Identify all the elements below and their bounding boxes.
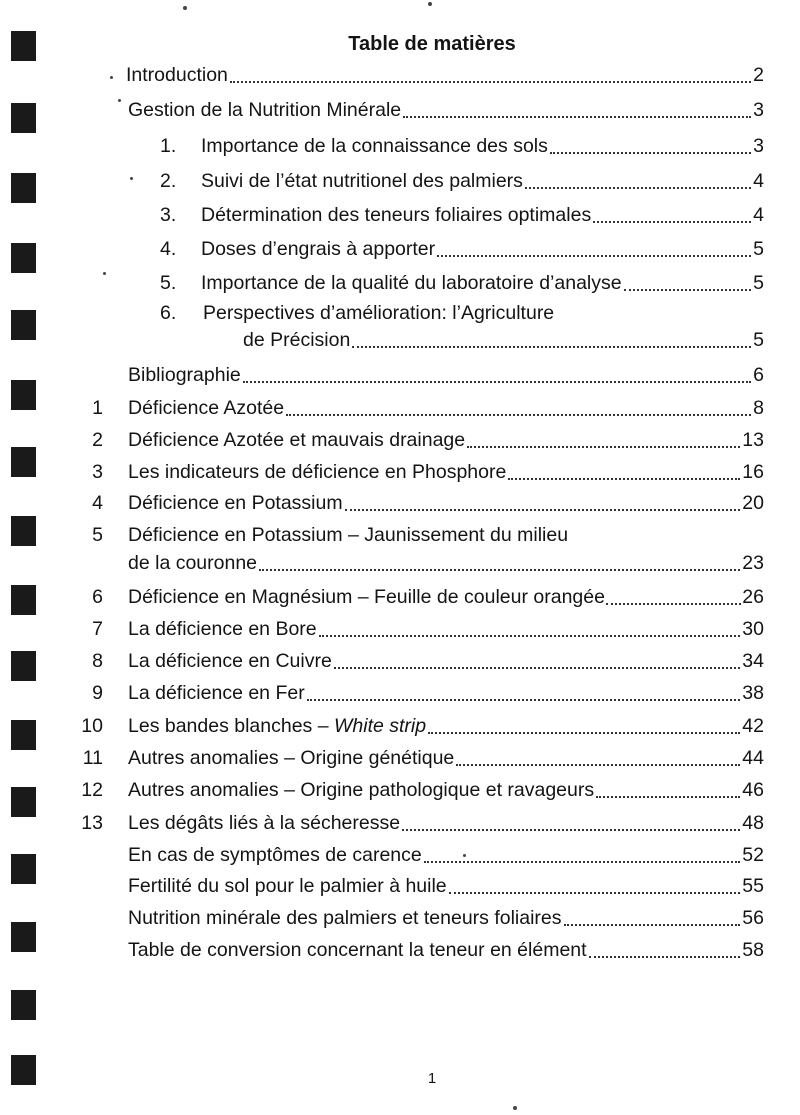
toc-entry-title: Les dégâts liés à la sécheresse	[128, 812, 401, 834]
toc-entry-page: 5	[753, 238, 764, 260]
toc-subentry	[0, 268, 800, 298]
toc-entry-line	[128, 935, 764, 965]
toc-entry-page: 4	[753, 204, 764, 226]
toc-entry	[0, 60, 800, 90]
toc-leader-dots	[550, 152, 751, 154]
toc-leader-dots	[307, 699, 741, 701]
toc-entry-page: 4	[753, 170, 764, 192]
toc-leader-dots	[403, 116, 751, 118]
toc-entry-title-continued: de Précision	[243, 329, 351, 351]
toc-entry-page: 3	[753, 135, 764, 157]
toc-chapter-number: 3	[92, 461, 103, 483]
toc-entry-title: Détermination des teneurs foliaires optimales	[201, 204, 592, 226]
toc-entry-title-part: Les bandes blanches –	[128, 715, 334, 737]
toc-entry-line	[201, 166, 764, 196]
toc-chapter	[0, 711, 800, 741]
toc-entry-page: 2	[753, 64, 764, 86]
toc-entry-title: En cas de symptômes de carence	[128, 844, 422, 866]
toc-entry-page: 26	[742, 586, 764, 608]
toc-entry-line	[201, 268, 764, 298]
toc-chapter-number: 7	[92, 618, 103, 640]
toc-entry-title: Doses d’engrais à apporter	[201, 238, 436, 260]
toc-leader-dots	[624, 289, 752, 291]
toc-chapter	[0, 488, 800, 518]
scan-speck	[183, 6, 187, 10]
toc-entry-line	[128, 95, 764, 125]
toc-entry-line	[128, 425, 764, 455]
binder-hole	[11, 990, 36, 1020]
toc-entry-line	[128, 775, 764, 805]
toc-entry-title: Les indicateurs de déficience en Phosphore	[128, 461, 507, 483]
toc-entry-page: 38	[742, 682, 764, 704]
toc-entry-title: Gestion de la Nutrition Minérale	[128, 99, 402, 121]
toc-leader-dots	[456, 764, 740, 766]
toc-entry-line	[128, 360, 764, 390]
toc-chapter-number: 4	[92, 492, 103, 514]
toc-leader-dots	[352, 346, 751, 348]
toc-chapter-number: 1	[92, 397, 103, 419]
toc-leader-dots	[564, 924, 741, 926]
toc-leader-dots	[259, 569, 740, 571]
toc-entry	[0, 95, 800, 125]
toc-subentry-number: 2.	[160, 170, 177, 192]
toc-entry-page: 13	[742, 429, 764, 451]
toc-chapter-number: 2	[92, 429, 103, 451]
toc-entry-line	[128, 678, 764, 708]
toc-leader-dots	[437, 255, 751, 257]
toc-entry-title: Autres anomalies – Origine génétique	[128, 747, 455, 769]
toc-entry-title: Nutrition minérale des palmiers et teneurs foliaires	[128, 907, 562, 929]
toc-entry-title-continued: de la couronne	[128, 552, 258, 574]
toc-leader-dots	[230, 81, 751, 83]
toc-entry-title: Déficience en Potassium – Jaunissement du milieu	[128, 524, 569, 546]
toc-entry-line	[128, 743, 764, 773]
toc-entry-title: Déficience Azotée et mauvais drainage	[128, 429, 466, 451]
toc-entry-line	[128, 457, 764, 487]
toc-entry-line	[126, 60, 764, 90]
toc-subentry-number: 3.	[160, 204, 177, 226]
toc-entry-title: La déficience en Fer	[128, 682, 305, 704]
toc-subentry-number: 5.	[160, 272, 177, 294]
toc-leader-dots	[428, 732, 740, 734]
toc-leader-dots	[345, 509, 741, 511]
toc-leader-dots	[243, 381, 751, 383]
toc-entry-title: Importance de la connaissance des sols	[201, 135, 548, 157]
toc-entry-page: 44	[742, 747, 764, 769]
toc-chapter-continued	[0, 548, 800, 578]
toc-leader-dots	[593, 221, 751, 223]
toc-chapter	[0, 425, 800, 455]
toc-chapter	[0, 775, 800, 805]
toc-subentry	[0, 131, 800, 161]
toc-entry-title: Déficience en Magnésium – Feuille de couleur orangée	[128, 586, 605, 608]
toc-chapter-number: 6	[92, 586, 103, 608]
toc-leader-dots	[449, 892, 741, 894]
toc-chapter	[0, 614, 800, 644]
toc-entry-line	[128, 488, 764, 518]
toc-subentry-number: 4.	[160, 238, 177, 260]
toc-entry-line	[128, 646, 764, 676]
toc-entry-line	[128, 840, 764, 870]
toc-entry-page: 20	[742, 492, 764, 514]
toc-entry-line	[201, 131, 764, 161]
toc-entry-page: 6	[753, 364, 764, 386]
toc-entry-title: Déficience Azotée	[128, 397, 285, 419]
toc-entry-line	[128, 614, 764, 644]
toc-chapter	[0, 393, 800, 423]
toc-chapter	[0, 646, 800, 676]
toc-entry-line	[128, 548, 764, 578]
toc-chapter	[0, 520, 800, 550]
toc-chapter	[0, 743, 800, 773]
toc-chapter-number: 10	[81, 715, 103, 737]
toc-entry-line	[128, 871, 764, 901]
toc-entry	[0, 935, 800, 965]
toc-chapter	[0, 808, 800, 838]
toc-entry-page: 30	[742, 618, 764, 640]
toc-leader-dots	[525, 187, 751, 189]
toc-title: Table de matières	[348, 33, 516, 55]
toc-chapter	[0, 457, 800, 487]
toc-entry-page: 34	[742, 650, 764, 672]
toc-entry-line	[128, 393, 764, 423]
toc-entry-page: 55	[742, 875, 764, 897]
page-number: 1	[427, 1070, 437, 1087]
toc-entry-page: 58	[742, 939, 764, 961]
toc-entry-title: Bibliographie	[128, 364, 241, 386]
toc-chapter-number: 8	[92, 650, 103, 672]
toc-entry-line	[243, 325, 764, 355]
toc-chapter	[0, 678, 800, 708]
toc-chapter-number: 12	[81, 779, 103, 801]
toc-chapter-number: 9	[92, 682, 103, 704]
toc-entry-line	[201, 200, 764, 230]
toc-entry-page: 42	[742, 715, 764, 737]
toc-entry-line	[201, 234, 764, 264]
toc-subentry-continued	[0, 325, 800, 355]
toc-entry-title: Table de conversion concernant la teneur en élément	[128, 939, 587, 961]
toc-entry-page: 5	[753, 329, 764, 351]
toc-entry	[0, 360, 800, 390]
toc-leader-dots	[589, 956, 741, 958]
toc-entry-page: 16	[742, 461, 764, 483]
toc-subentry-number: 6.	[160, 302, 177, 324]
toc-chapter-number: 11	[82, 747, 103, 769]
toc-entry-page: 52	[742, 844, 764, 866]
toc-entry-title: Importance de la qualité du laboratoire d’analyse	[201, 272, 622, 294]
toc-chapter-number: 5	[92, 524, 103, 546]
toc-entry-title-italic: White strip	[334, 715, 427, 737]
toc-subentry	[0, 200, 800, 230]
toc-entry-title: La déficience en Cuivre	[128, 650, 332, 672]
toc-subentry	[0, 166, 800, 196]
toc-leader-dots	[508, 478, 740, 480]
toc-entry-line	[128, 903, 764, 933]
toc-subentry	[0, 298, 800, 328]
toc-entry-page: 48	[742, 812, 764, 834]
toc-entry-title: Suivi de l’état nutritionel des palmiers	[201, 170, 523, 192]
toc-chapter	[0, 582, 800, 612]
toc-entry-page: 5	[753, 272, 764, 294]
toc-leader-dots	[286, 414, 751, 416]
toc-leader-dots	[402, 829, 740, 831]
toc-subentry-number: 1.	[160, 135, 177, 157]
toc-entry-page: 3	[753, 99, 764, 121]
toc-entry	[0, 903, 800, 933]
toc-leader-dots	[596, 796, 740, 798]
scan-speck	[513, 1106, 517, 1110]
toc-entry-title	[128, 711, 426, 741]
toc-leader-dots	[424, 861, 741, 863]
toc-entry-line	[128, 808, 764, 838]
toc-entry-title: Introduction	[126, 64, 228, 86]
toc-entry-page: 56	[742, 907, 764, 929]
toc-entry-page: 8	[753, 397, 764, 419]
toc-entry-line	[128, 582, 764, 612]
toc-entry-page: 46	[742, 779, 764, 801]
toc-entry	[0, 871, 800, 901]
toc-entry-title: Autres anomalies – Origine pathologique et ravageurs	[128, 779, 595, 801]
toc-chapter-number: 13	[81, 812, 103, 834]
toc-leader-dots	[319, 635, 741, 637]
toc-entry	[0, 840, 800, 870]
toc-entry-title: Perspectives d’amélioration: l’Agriculture	[203, 302, 555, 324]
toc-entry-title: La déficience en Bore	[128, 618, 317, 640]
toc-entry-page: 23	[742, 552, 764, 574]
toc-subentry	[0, 234, 800, 264]
scan-speck	[428, 2, 432, 6]
toc-leader-dots	[606, 603, 741, 605]
toc-entry-title: Fertilité du sol pour le palmier à huile	[128, 875, 447, 897]
toc-leader-dots	[334, 667, 741, 669]
toc-leader-dots	[467, 446, 740, 448]
toc-entry-title: Déficience en Potassium	[128, 492, 343, 514]
toc-entry-line	[128, 711, 764, 741]
